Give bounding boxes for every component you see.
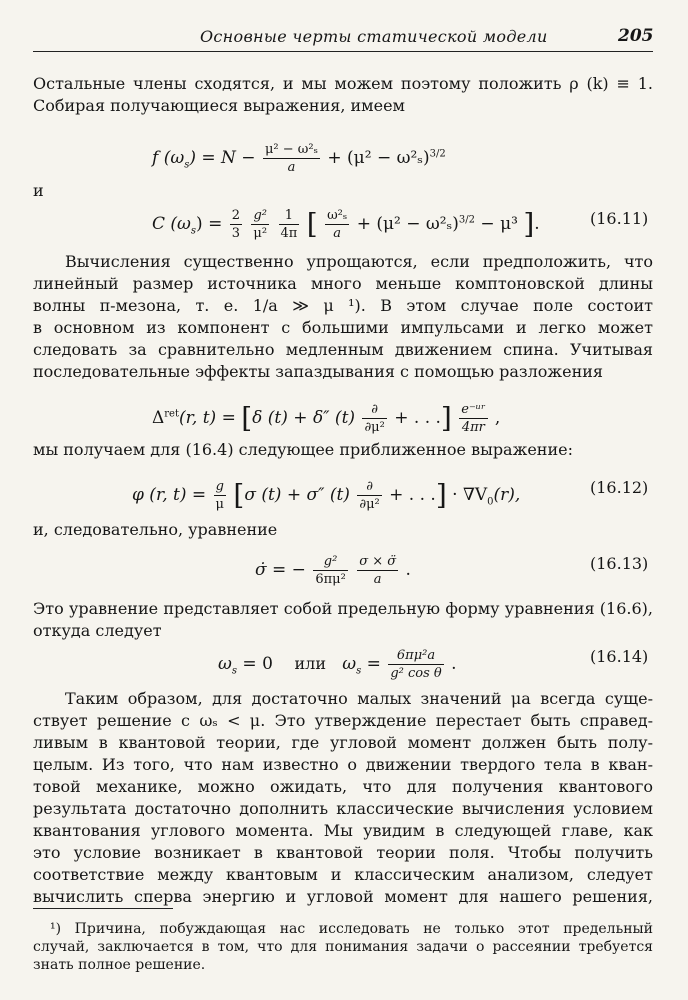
text-line: и, следовательно, уравнение xyxy=(33,520,278,539)
equation-c: C $(\omega_s)$ = $\frac{2}{3}$ $\frac{\text{g²}}{\text{μ²}}$ $\frac{1}{4\pi}$ [ $\frac{\text{ω²ₛ}}{a}$ + $(\mu^2 - \omega^2_s)^{3/2} - \mu^3$ ]. xyxy=(152,207,540,241)
footnote-line: ¹) Причина, побуждающая нас исследовать не только этот предельный xyxy=(50,921,653,937)
equation-number: (16.13) xyxy=(590,554,649,573)
text-line: волны π-мезона, т. е. 1/a ≫ μ ¹). В этом случае поле состоит xyxy=(33,296,653,315)
equation-delta-ret: $\Delta^{ret}(r$, t) = [δ (t) + δ″ (t) $\frac{\partial}{\text{∂μ²}}$ + . . .] $\frac{\text{e⁻ᵘʳ}}{4\pi r}$ , xyxy=(152,401,501,435)
text-line: Остальные члены сходятся, и мы можем поэтому положить ρ (k) ≡ 1. xyxy=(33,74,653,93)
text-line: Это уравнение представляет собой предельную форму уравнения (16.6), xyxy=(33,599,653,618)
text-line: соответствие между квантовым и классическим анализом, следует xyxy=(33,865,653,884)
page-number: 205 xyxy=(618,26,654,46)
text-line: ствует решение с ωₛ < μ. Это утверждение перестает быть справед- xyxy=(33,711,653,730)
text-line: в основном из компонент с большими импульсами и легко может xyxy=(33,318,653,337)
text-line: это условие возникает в квантовой теории поля. Чтобы получить xyxy=(33,843,653,862)
text-line: целым. Из того, что нам известно о движении твердого тела в кван- xyxy=(33,755,653,774)
text-line: ливым в квантовой теории, где угловой момент должен быть полу- xyxy=(33,733,653,752)
text-line: Таким образом, для достаточно малых значений μa всегда суще- xyxy=(65,689,653,708)
text-line: результата достаточно дополнить классические вычисления условием xyxy=(33,799,653,818)
text-line: следовать за сравнительно медленным движением спина. Учитывая xyxy=(33,340,653,359)
text-line: вычислить сперва энергию и угловой момент для нашего решения, xyxy=(33,887,653,906)
text-line: откуда следует xyxy=(33,621,162,640)
text-line: мы получаем для (16.4) следующее приближенное выражение: xyxy=(33,440,573,459)
text-line: квантования углового момента. Мы увидим в следующей главе, как xyxy=(33,821,653,840)
footnote-rule xyxy=(33,908,173,909)
text-line: последовательные эффекты запаздывания с помощью разложения xyxy=(33,362,603,381)
equation-number: (16.14) xyxy=(590,647,649,666)
footnote-line: знать полное решение. xyxy=(33,957,206,973)
equation-omega: $\omega_s = 0$ или $\omega_s$ = $\frac{\text{6πμ²a}}{\text{g² cos θ}}$ . xyxy=(218,648,457,681)
footnote-line: случай, заключается в том, что для понимания задачи о рассеянии требуется xyxy=(33,939,653,955)
equation-sigma-dot: σ̇ = − $\frac{\text{g²}}{\text{6πμ²}}$ $\frac{\sigma \times \sigmä}{a}$ . xyxy=(255,554,411,587)
equation-number: (16.12) xyxy=(590,478,649,497)
text-line: товой механике, можно ожидать, что для получения квантового xyxy=(33,777,653,796)
text-line: Собирая получающиеся выражения, имеем xyxy=(33,96,405,115)
equation-f: f $(\omega_s) = N$ − $\frac{\text{μ² − ω²ₛ}}{a}$ + $(\mu^2 - \omega^2_s)^{3/2}$ xyxy=(152,142,446,175)
conjunction: и xyxy=(33,181,44,200)
equation-phi: φ (r, t) = $\frac{g}{\mu}$ [σ (t) + σ″ (t) $\frac{\partial}{\text{∂μ²}}$ + . . .] · $\nabla V_0(r)$, xyxy=(132,478,521,512)
text-line: Вычисления существенно упрощаются, если предположить, что xyxy=(65,252,653,271)
running-header-title: Основные черты статической модели xyxy=(200,27,548,46)
equation-number: (16.11) xyxy=(590,209,649,228)
text-line: линейный размер источника много меньше комптоновской длины xyxy=(33,274,653,293)
header-rule xyxy=(33,51,653,52)
